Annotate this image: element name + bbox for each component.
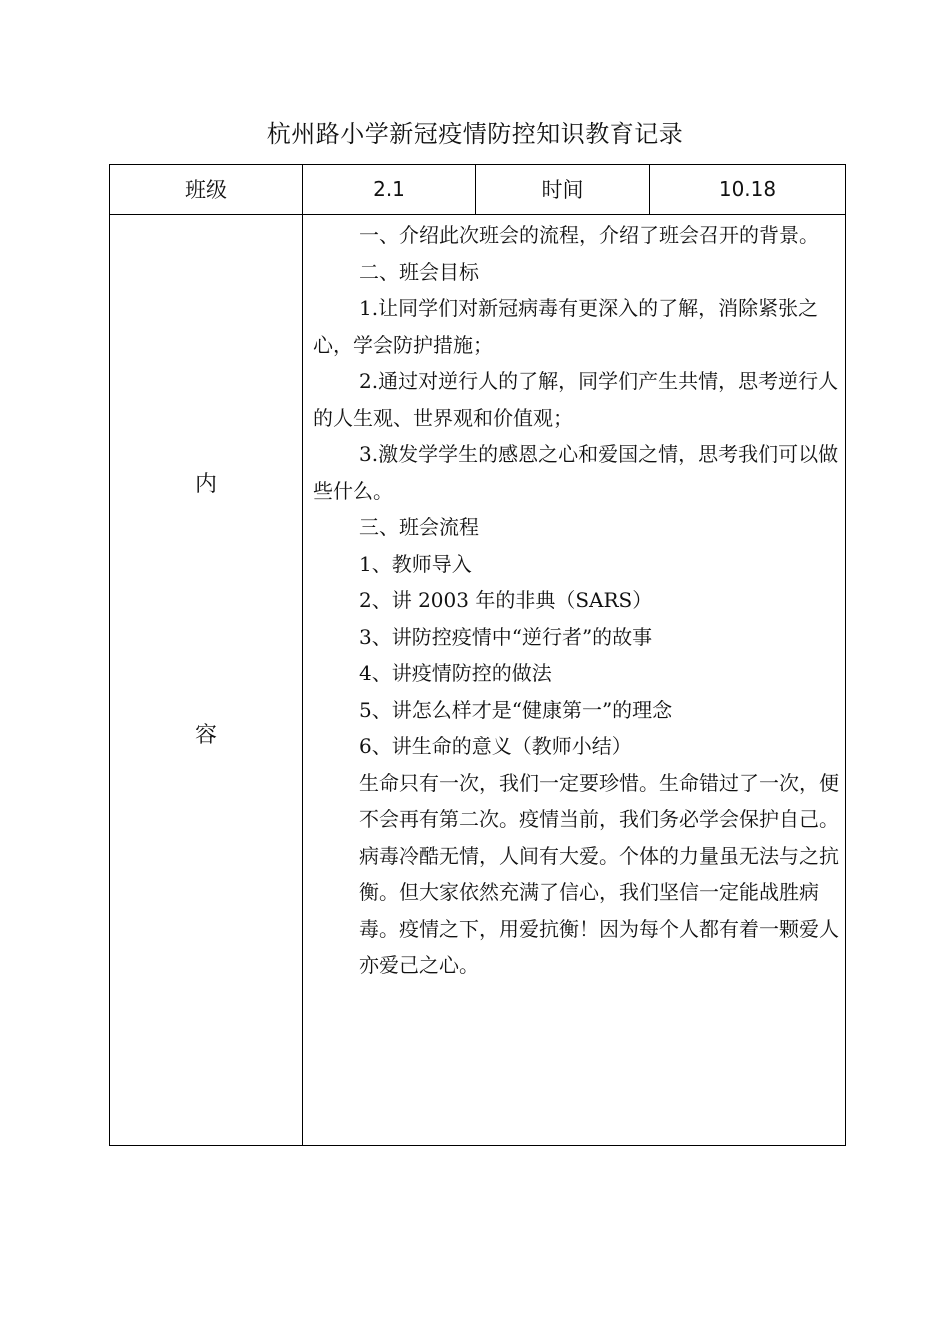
goal-item: 3.激发学学生的感恩之心和爱国之情，思考我们可以做些什么。 (313, 442, 839, 503)
time-value-cell: 10.18 (718, 177, 777, 201)
time-label-cell: 时间 (541, 178, 584, 202)
content-body (313, 217, 843, 984)
section-heading-process: 三、班会流程 (359, 515, 479, 539)
conclusion-paragraph: 生命只有一次，我们一定要珍惜。生命错过了一次，便不会再有第二次。疫情当前，我们务必学会保护自己。 (359, 770, 839, 831)
goal-item: 2.通过对逆行人的了解，同学们产生共情，思考逆行人的人生观、世界观和价值观； (313, 369, 839, 430)
process-step: 3、讲防控疫情中“逆行者”的故事 (359, 624, 653, 649)
process-step: 5、讲怎么样才是“健康第一”的理念 (359, 697, 673, 722)
section-heading-goals: 二、班会目标 (359, 259, 479, 284)
class-label-cell: 班级 (185, 178, 227, 202)
content-label-char-1: 内 (194, 472, 217, 497)
record-table (109, 164, 846, 1146)
document-title: 杭州路小学新冠疫情防控知识教育记录 (266, 120, 684, 148)
column-divider (302, 165, 303, 1145)
class-value-cell: 2.1 (373, 177, 405, 201)
process-step: 4、讲疫情防控的做法 (359, 661, 552, 685)
conclusion-paragraph: 病毒冷酷无情，人间有大爱。个体的力量虽无法与之抗衡。但大家依然充满了信心，我们坚信一定能战胜病毒。疫情之下，用爱抗衡！因为每个人都有着一颗爱人亦爱己之心。 (359, 843, 839, 977)
intro-paragraph: 一、介绍此次班会的流程，介绍了班会召开的背景。 (359, 223, 819, 247)
content-label-char-2: 容 (194, 723, 217, 748)
row-divider (110, 214, 845, 215)
goal-item: 1.让同学们对新冠病毒有更深入的了解，消除紧张之心，学会防护措施； (313, 296, 819, 357)
process-step: 2、讲 2003 年的非典（SARS） (359, 588, 653, 612)
process-step: 1、教师导入 (359, 551, 472, 576)
process-step: 6、讲生命的意义（教师小结） (359, 734, 632, 758)
